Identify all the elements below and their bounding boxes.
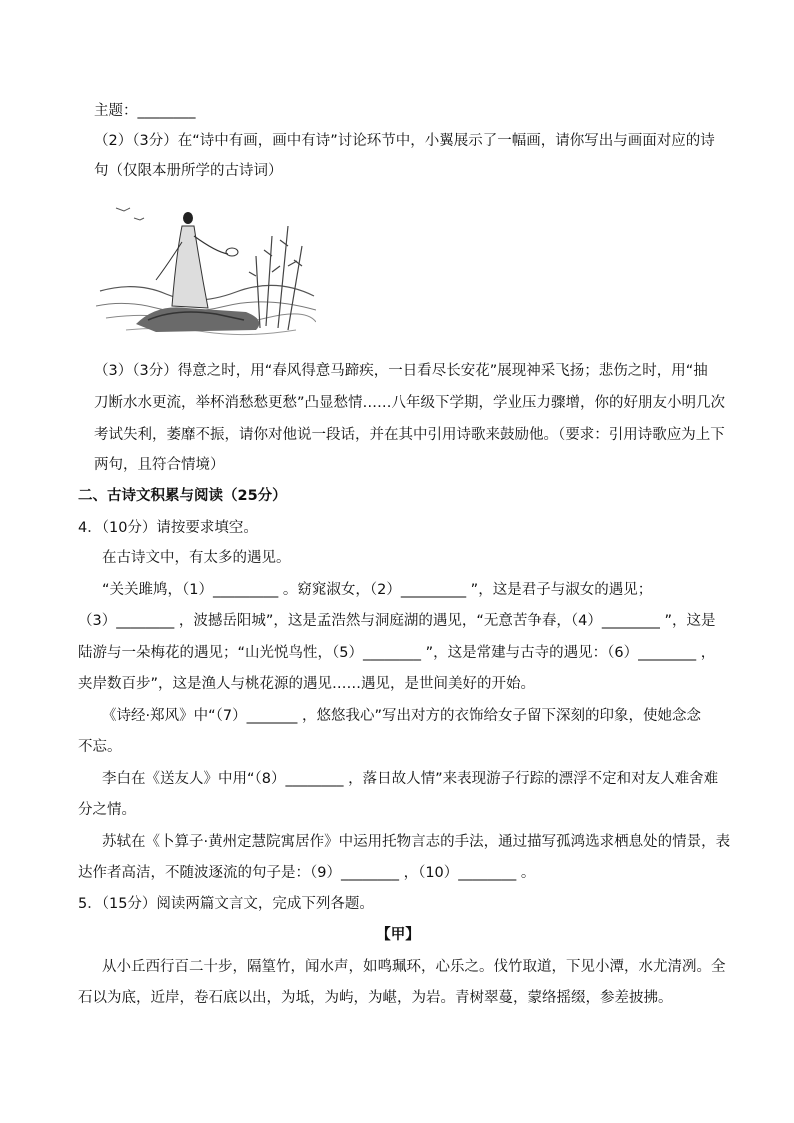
question-5-heading: 5．（15分）阅读两篇文言文，完成下列各题。 bbox=[78, 896, 374, 912]
question-4-line-4: 夹岸数百步”，这是渔人与桃花源的遇见……遇见，是世间美好的开始。 bbox=[78, 676, 536, 692]
question-4-line-1: “关关雎鸠，（1）_________ 。窈窕淑女，（2）_________ ”，这是君子与淑女的遇见； bbox=[102, 582, 653, 598]
section-2-heading: 二、古诗文积累与阅读（25分） bbox=[78, 488, 287, 504]
question-3-3-text-2: 刀断水水更流，举杯消愁愁更愁”凸显愁情……八年级下学期，学业压力骤增，你的好朋友小明几次 bbox=[94, 395, 726, 411]
passage-jia-line-2: 石以为底，近岸，卷石底以出，为坻，为屿，为嵁，为岩。青树翠蔓，蒙络摇缀，参差披拂。 bbox=[78, 990, 673, 1006]
poem-illustration bbox=[96, 196, 316, 346]
question-4-line-10: 达作者高洁，不随波逐流的句子是：（9）________ ，（10）________ 。 bbox=[78, 865, 536, 881]
question-4-line-9: 苏轼在《卜算子·黄州定慧院寓居作》中运用托物言志的手法，通过描写孤鸿选求栖息处的情景，表 bbox=[102, 834, 731, 850]
question-4-line-2: （3）________ ，波撼岳阳城”，这是孟浩然与洞庭湖的遇见，“无意苦争春，（4）________ ”，这是 bbox=[78, 613, 716, 629]
question-4-line-7: 李白在《送友人》中用“（8）________ ，落日故人情”来表现游子行踪的漂浮不定和对友人难舍难 bbox=[102, 771, 719, 787]
question-4-heading: 4．（10分）请按要求填空。 bbox=[78, 520, 258, 536]
question-3-3-text-4: 两句，且符合情境） bbox=[94, 457, 225, 473]
question-4-line-3: 陆游与一朵梅花的遇见；“山光悦鸟性，（5）________ ”，这是常建与古寺的遇见：（6）________ ， bbox=[78, 645, 716, 661]
passage-jia-title: 【甲】 bbox=[376, 927, 420, 943]
question-3-3-text: （3）（3分）得意之时，用“春风得意马蹄疾，一日看尽长安花”展现神采飞扬；悲伤之时，用“抽 bbox=[94, 363, 708, 379]
question-3-3-text-3: 考试失利，萎靡不振，请你对他说一段话，并在其中引用诗歌来鼓励他。（要求：引用诗歌应为上下 bbox=[94, 427, 725, 443]
question-3-2-text: （2）（3分）在“诗中有画，画中有诗”讨论环节中，小翼展示了一幅画，请你写出与画面对应的诗 bbox=[94, 133, 715, 149]
question-4-line-6: 不忘。 bbox=[78, 739, 122, 755]
question-4-line-8: 分之情。 bbox=[78, 802, 136, 818]
question-3-2-text-cont: 句（仅限本册所学的古诗词） bbox=[94, 163, 283, 179]
question-4-intro: 在古诗文中，有太多的遇见。 bbox=[102, 550, 291, 566]
theme-answer-line: 主题：________ bbox=[94, 103, 196, 119]
question-4-line-5: 《诗经·郑风》中“（7）_______ ，悠悠我心”写出对方的衣饰给女子留下深刻的印象，使她念念 bbox=[102, 708, 701, 724]
passage-jia-line-1: 从小丘西行百二十步，隔篁竹，闻水声，如鸣珮环，心乐之。伐竹取道，下见小潭，水尤清冽。全 bbox=[102, 959, 726, 975]
